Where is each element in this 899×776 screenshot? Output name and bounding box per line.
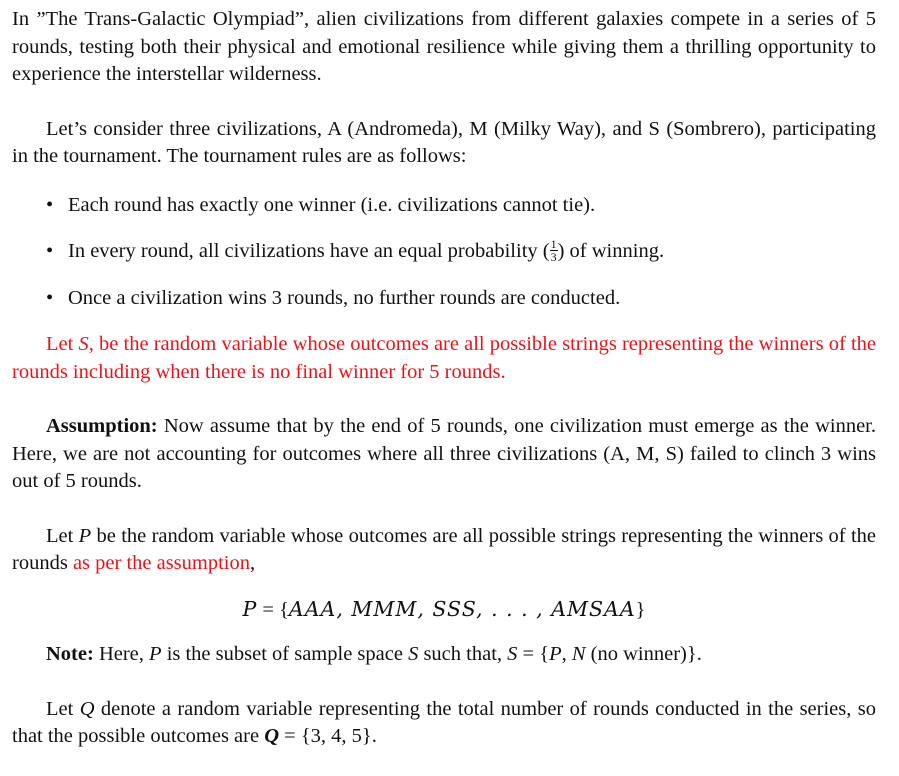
equation-text: } (635, 598, 646, 621)
rule-text: Each round has exactly one winner (i.e. civilizations cannot tie). (68, 193, 596, 216)
text-span: such that, (418, 643, 508, 665)
text-span: Let (46, 333, 79, 355)
set-p-symbol: P (242, 596, 258, 621)
rules-list (12, 192, 876, 313)
assumption-paragraph (12, 413, 876, 496)
text-span: (no winner)}. (585, 643, 702, 665)
document-body (12, 6, 876, 751)
variable-p: P (549, 643, 562, 665)
bullet-icon: • (46, 286, 54, 309)
text-span: Here, (93, 643, 150, 665)
variable-q: Q (264, 725, 280, 747)
variable-q: Q (79, 697, 95, 720)
variable-n: N (571, 643, 586, 665)
note-label: Note: (46, 643, 94, 665)
text-span: Let (46, 697, 80, 720)
text-span: Let (46, 524, 79, 547)
fraction-one-third (550, 238, 558, 263)
text-span: , (250, 552, 256, 574)
text-span: denote a random variable representing the total number of rounds conducted in the series, so that the possible outcomes are (12, 697, 876, 747)
fraction-numerator: 1 (550, 237, 557, 252)
fraction-denominator: 3 (550, 250, 557, 265)
variable-s: S (507, 643, 518, 665)
p-set-equation (12, 596, 876, 625)
text-span: , be the random variable whose outcomes are all possible strings representing the winners of the rounds including when there is no final winner for 5 rounds. (12, 333, 876, 383)
setup-paragraph: Let’s consider three civilizations, A (Andromeda), M (Milky Way), and S (Sombrero), participating in the tournament. The tournament rules are as follows: (12, 117, 876, 167)
variable-s: S (78, 333, 89, 355)
bullet-icon: • (46, 193, 54, 216)
variable-p: P (149, 643, 162, 665)
define-q-paragraph (12, 696, 876, 751)
bullet-icon: • (46, 240, 54, 262)
rule-item-3 (12, 285, 876, 313)
rule-text-before: In every round, all civilizations have an equal probability ( (68, 240, 550, 262)
define-s-paragraph (12, 331, 876, 386)
rule-text-after: ) of winning. (557, 240, 665, 262)
rule-text: Once a civilization wins 3 rounds, no further rounds are conducted. (68, 286, 621, 309)
define-p-paragraph (12, 523, 876, 578)
assumption-text: Now assume that by the end of 5 rounds, one civilization must emerge as the winner. Here, we are not accounting for outcomes where all three civilizations (A, M, S) failed to clinch 3 wins out of 5 rounds. (12, 415, 876, 492)
equation-text: = { (257, 598, 289, 621)
text-span: = { (517, 643, 550, 665)
set-p-items: AAA, MMM, SSS, . . . , AMSAA (288, 596, 636, 621)
assumption-highlight: as per the assumption (72, 552, 251, 574)
text-span: be the random variable whose outcomes are all possible strings representing the winners of the rounds (12, 524, 876, 574)
note-paragraph (12, 641, 876, 669)
variable-p: P (78, 524, 92, 547)
text-span: , (561, 643, 572, 665)
variable-s: S (408, 643, 419, 665)
intro-paragraph: In ”The Trans-Galactic Olympiad”, alien civilizations from different galaxies compete in a series of 5 rounds, testing both their physical and emotional resilience while giving them a thrilling opportunity to experience the interstellar wilderness. (12, 8, 876, 85)
rule-item-1 (12, 192, 876, 220)
text-span: = {3, 4, 5}. (279, 725, 377, 747)
text-span: is the subset of sample space (161, 643, 409, 665)
assumption-label: Assumption: (46, 415, 158, 437)
rule-item-2 (12, 238, 876, 266)
